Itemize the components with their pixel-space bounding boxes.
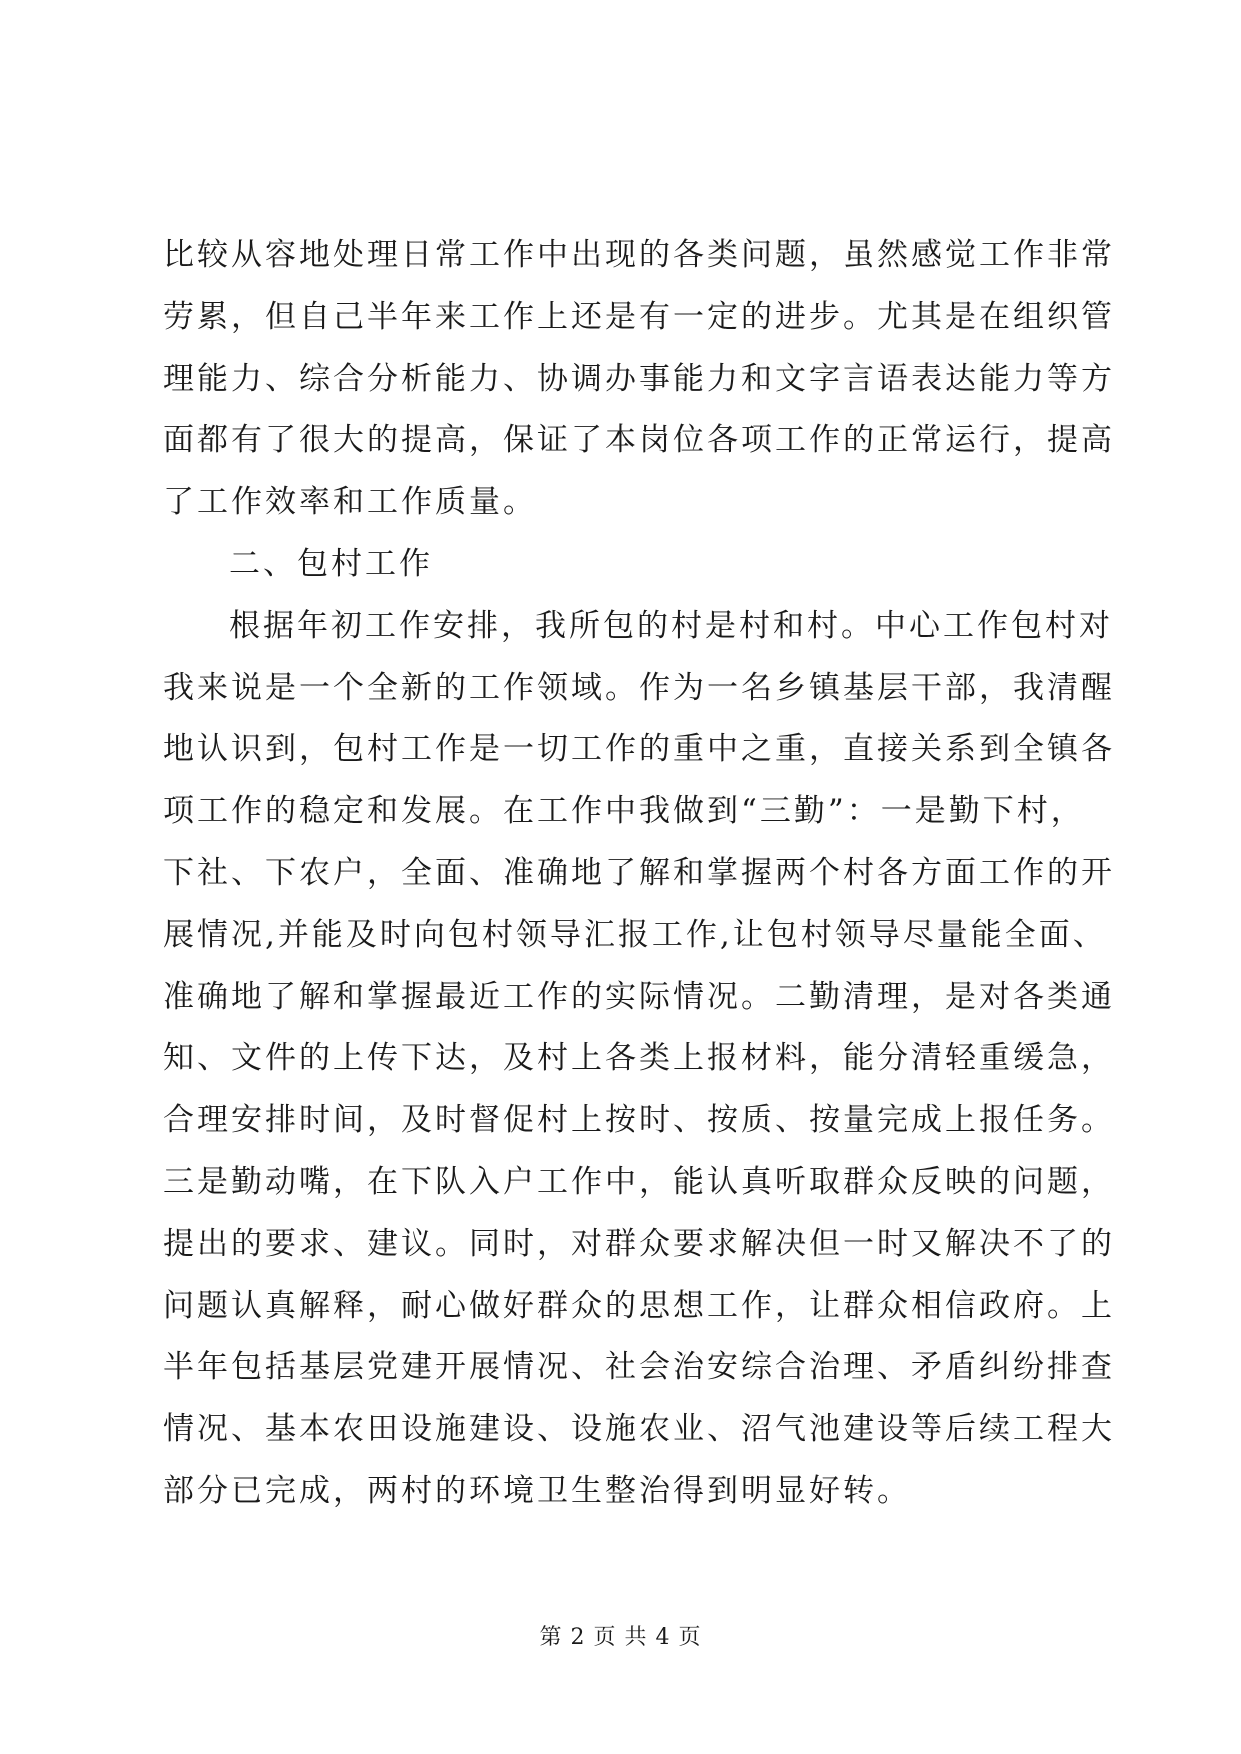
section-heading: 二、包村工作 [229,545,433,582]
body-line: 面都有了很大的提高，保证了本岗位各项工作的正常运行，提高 [163,422,1115,459]
body-line: 劳累，但自己半年来工作上还是有一定的进步。尤其是在组织管 [163,298,1115,335]
body-line: 情况、基本农田设施建设、设施农业、沼气池建设等后续工程大 [163,1411,1115,1448]
body-line: 根据年初工作安排，我所包的村是村和村。中心工作包村对 [229,607,1113,644]
body-line: 准确地了解和掌握最近工作的实际情况。二勤清理，是对各类通 [163,978,1115,1015]
page-footer: 第 2 页 共 4 页 [539,1625,702,1650]
body-line: 了工作效率和工作质量。 [163,484,537,521]
body-line: 理能力、综合分析能力、协调办事能力和文字言语表达能力等方 [163,360,1115,397]
body-line: 合理安排时间，及时督促村上按时、按质、按量完成上报任务。 [163,1102,1115,1139]
body-line: 展情况,并能及时向包村领导汇报工作,让包村领导尽量能全面、 [163,916,1107,953]
body-line: 项工作的稳定和发展。在工作中我做到“三勤”：一是勤下村， [163,793,1085,830]
body-line: 我来说是一个全新的工作领域。作为一名乡镇基层干部，我清醒 [163,669,1115,706]
body-line: 问题认真解释，耐心做好群众的思想工作，让群众相信政府。上 [163,1287,1115,1324]
body-line: 知、文件的上传下达，及村上各类上报材料，能分清轻重缓急， [163,1040,1115,1077]
body-line: 部分已完成，两村的环境卫生整治得到明显好转。 [163,1472,911,1509]
body-line: 比较从容地处理日常工作中出现的各类问题，虽然感觉工作非常 [163,237,1115,273]
body-line: 提出的要求、建议。同时，对群众要求解决但一时又解决不了的 [163,1225,1115,1262]
document-body [163,225,1115,1523]
body-line: 下社、下农户，全面、准确地了解和掌握两个村各方面工作的开 [163,854,1115,891]
body-line: 半年包括基层党建开展情况、社会治安综合治理、矛盾纠纷排查 [163,1349,1115,1386]
body-line: 地认识到，包村工作是一切工作的重中之重，直接关系到全镇各 [163,731,1115,768]
body-line: 三是勤动嘴，在下队入户工作中，能认真听取群众反映的问题， [163,1163,1115,1200]
